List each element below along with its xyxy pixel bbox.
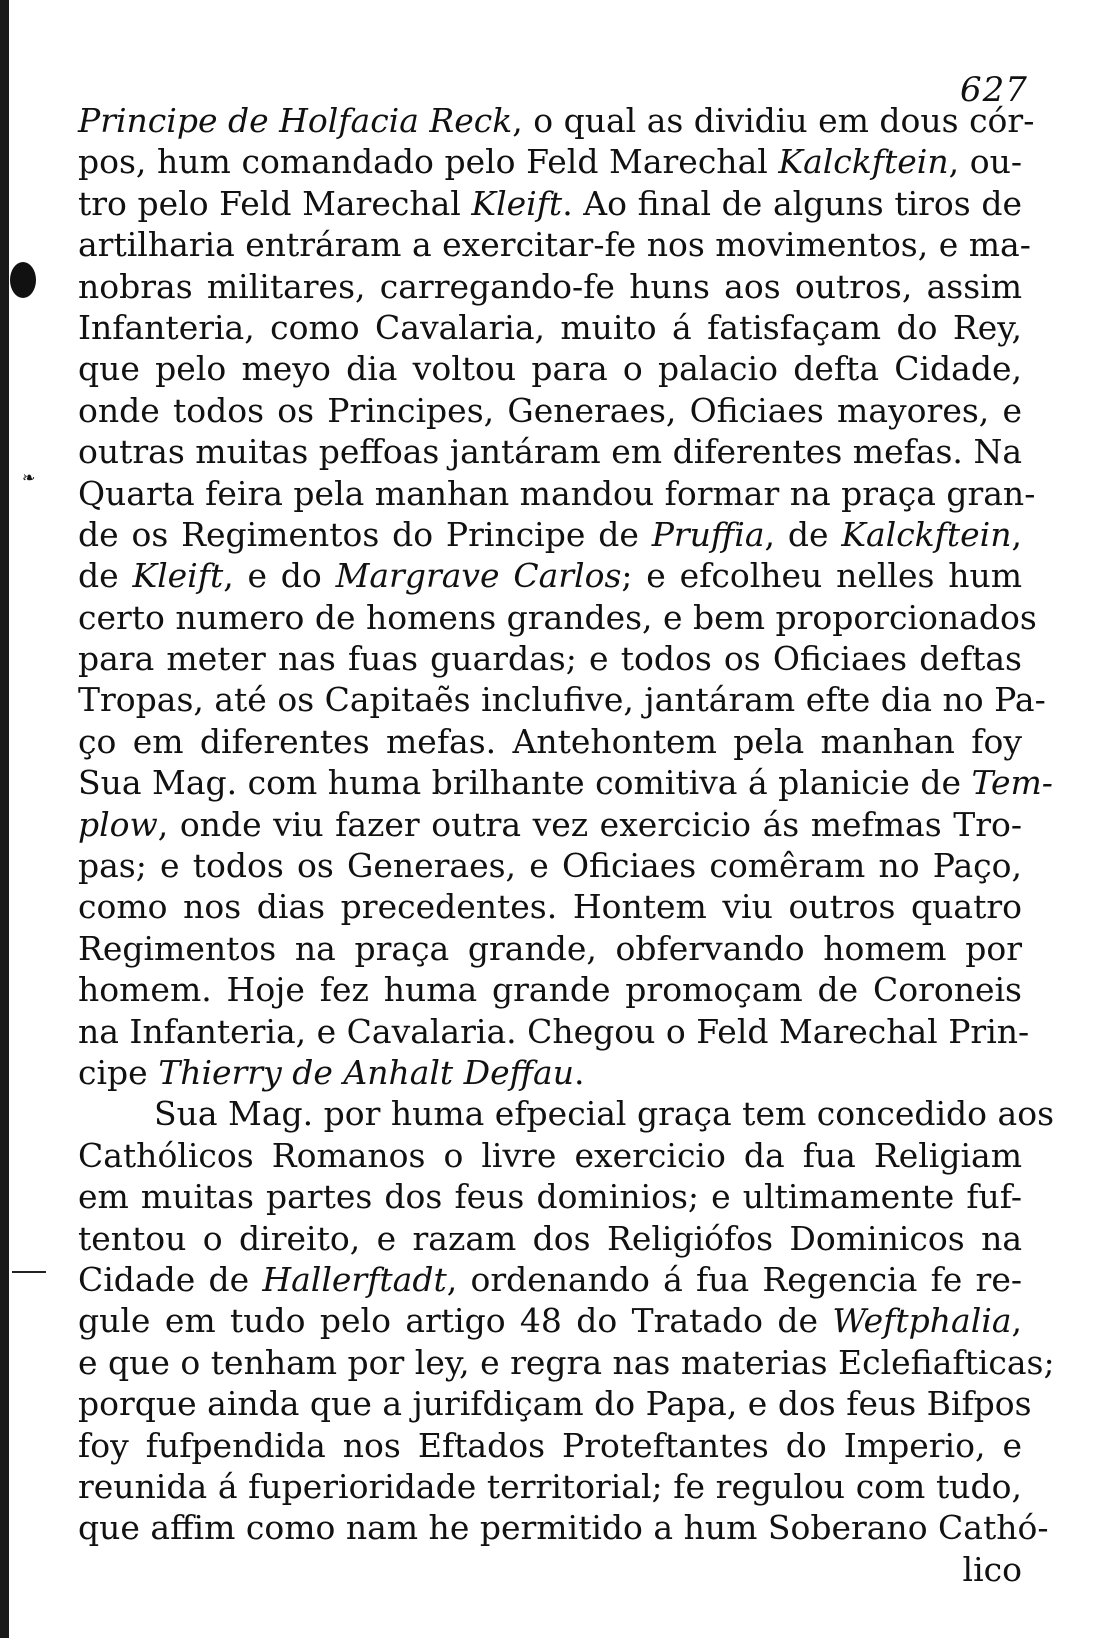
text-run: pos, hum comandado pelo Feld Marechal [78,142,779,182]
text-run: , ordenando á fua Regencia fe re- [446,1259,1023,1299]
text-line [78,886,1022,927]
text-run: ço em diferentes mefas. Antehontem pela manhan foy [78,721,1022,761]
text-line [78,969,1022,1010]
text-line [78,183,1022,224]
text-run: Sua Mag. com huma brilhante comitiva á planicie de [78,763,972,803]
text-line [78,348,1022,389]
text-run: em muitas partes dos feus dominios; e ultimamente fuf- [78,1177,1022,1217]
text-line [78,1549,1022,1590]
text-line [78,1052,1022,1093]
italic-name: Margrave Carlos [335,556,622,596]
text-run: , [1011,1301,1022,1341]
italic-name: plow [78,804,158,844]
text-run: Tropas, até os Capitaẽs inclufive, jantáram efte dia no Pa- [78,680,1046,720]
text-run: de [78,556,133,596]
text-line [78,679,1046,720]
italic-name: Hallerftadt [262,1259,447,1299]
text-run: Quarta feira pela manhan mandou formar na praça gran- [78,473,1036,513]
italic-name: Kleift [132,556,224,596]
text-line [78,1176,1022,1217]
text-line [78,514,1022,555]
text-run: nobras militares, carregando-fe huns aos outros, assim [78,266,1022,306]
text-line [78,1507,1049,1548]
text-line [78,597,1037,638]
text-line [78,1383,1032,1424]
italic-name: Kalckftein [841,514,1012,554]
text-run: , ou- [948,142,1022,182]
text-run: cipe [78,1052,159,1092]
text-line [78,721,1022,762]
text-line [78,141,1022,182]
text-run: foy fufpendida nos Eftados Proteftantes do Imperio, e [78,1425,1022,1465]
text-run: . [573,1052,585,1092]
text-run: tentou o direito, e razam dos Religiófos Dominicos na [78,1218,1022,1258]
text-line [78,1300,1022,1341]
text-run: porque ainda que a jurifdiçam do Papa, e dos feus Bifpos [78,1384,1032,1424]
text-line [78,431,1022,472]
text-run: outras muitas peffoas jantáram em diferentes mefas. Na [78,432,1022,472]
text-line [78,804,1022,845]
text-run: certo numero de homens grandes, e bem proporcionados [78,597,1037,637]
text-run: , o qual as dividiu em dous cór- [512,101,1035,140]
text-run: Infanteria, como Cavalaria, muito á fatisfaçam do Rey, [78,307,1022,347]
text-line [78,762,1053,803]
text-line [78,928,1022,969]
text-run: , [1011,514,1022,554]
text-run: , onde viu fazer outra vez exercicio ás mefmas Tro- [157,804,1022,844]
italic-name: Kalckftein [778,142,949,182]
italic-name: Principe de Holfacia Reck [78,101,513,140]
text-line [78,307,1022,348]
text-run: tro pelo Feld Marechal [78,183,472,223]
text-run: na Infanteria, e Cavalaria. Chegou o Feld Marechal Prin- [78,1011,1030,1051]
text-run: lico [962,1549,1022,1589]
text-line [78,1466,1022,1507]
text-run: de os Regimentos do Principe de [78,514,652,554]
text-run: para meter nas fuas guardas; e todos os Oficiaes deftas [78,639,1022,679]
italic-name: Weftphalia [832,1301,1012,1341]
text-run: Sua Mag. por huma efpecial graça tem concedido aos [154,1094,1055,1134]
text-run: , e do [223,556,336,596]
text-line [78,390,1022,431]
text-run: pas; e todos os Generaes, e Oficiaes comêram no Paço, [78,846,1022,886]
text-line [78,1093,1055,1134]
text-run: Cathólicos Romanos o livre exercicio da fua Religiam [78,1135,1022,1175]
text-run: , de [764,514,842,554]
text-line [78,638,1022,679]
text-run: reunida á fuperioridade territorial; fe regulou com tudo, [78,1466,1022,1506]
text-run: onde todos os Principes, Generaes, Oficiaes mayores, e [78,390,1022,430]
text-run: Regimentos na praça grande, obfervando homem por [78,928,1022,968]
text-run: Cidade de [78,1259,263,1299]
text-run: homem. Hoje fez huma grande promoçam de Coroneis [78,970,1022,1010]
text-line [78,1342,1055,1383]
ink-blot [10,262,36,298]
italic-name: Thierry de Anhalt Deffau [158,1052,574,1092]
text-run: que affim como nam he permitido a hum Soberano Cathó- [78,1508,1049,1548]
text-run: que pelo meyo dia voltou para o palacio defta Cidade, [78,349,1022,389]
margin-mark: ❧ [22,468,36,487]
text-line [78,100,1035,141]
text-line [78,224,1031,265]
text-run: . Ao final de alguns tiros de [562,183,1022,223]
italic-name: Pruffia [651,514,765,554]
text-run: artilharia entráram a exercitar-fe nos movimentos, e ma- [78,225,1031,265]
italic-name: Tem- [971,763,1053,803]
body-text [78,100,1055,1590]
text-line [78,1135,1022,1176]
text-line [78,266,1022,307]
text-run: ; e efcolheu nelles hum [621,556,1023,596]
text-line [78,555,1022,596]
text-run: e que o tenham por ley, e regra nas materias Eclefiafticas; [78,1342,1055,1382]
text-line [78,845,1022,886]
text-line [78,1011,1030,1052]
text-line [78,473,1036,514]
text-run: gule em tudo pelo artigo 48 do Tratado de [78,1301,833,1341]
text-line [78,1218,1022,1259]
binding-edge [0,0,9,1638]
text-run: como nos dias precedentes. Hontem viu outros quatro [78,887,1022,927]
margin-dash [12,1271,46,1273]
text-line [78,1259,1022,1300]
text-line [78,1425,1022,1466]
page-number: 627 [960,70,1028,110]
italic-name: Kleift [471,183,563,223]
